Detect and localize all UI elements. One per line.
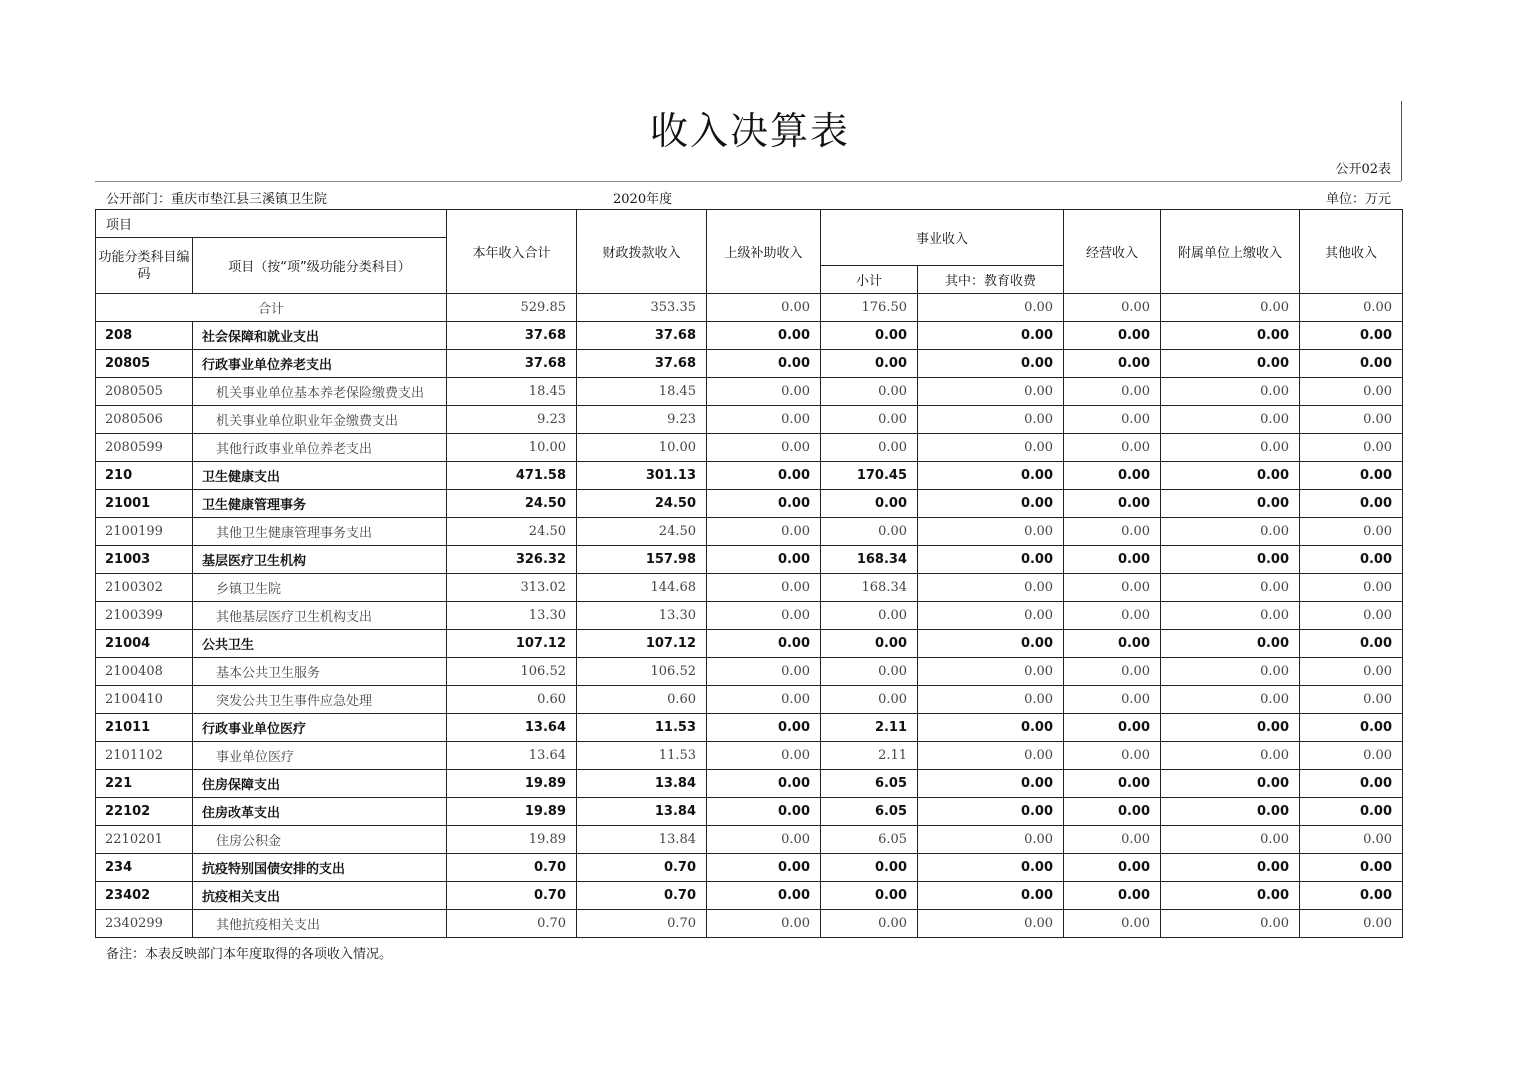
row-value: 0.00 <box>1161 434 1300 462</box>
row-value: 0.00 <box>1064 462 1161 490</box>
row-value: 157.98 <box>577 546 707 574</box>
row-value: 313.02 <box>447 574 577 602</box>
row-code: 2210201 <box>96 826 193 854</box>
header-affiliated: 附属单位上缴收入 <box>1161 210 1300 294</box>
row-value: 9.23 <box>447 406 577 434</box>
income-table <box>95 209 1403 938</box>
row-code: 210 <box>96 462 193 490</box>
row-value: 0.00 <box>1161 518 1300 546</box>
row-value: 0.00 <box>918 574 1064 602</box>
table-row <box>96 518 1403 546</box>
row-value: 0.00 <box>821 630 918 658</box>
row-value: 0.00 <box>1300 490 1403 518</box>
row-value: 2.11 <box>821 714 918 742</box>
row-value: 13.64 <box>447 714 577 742</box>
form-number: 公开02表 <box>1335 162 1391 177</box>
row-value: 106.52 <box>447 658 577 686</box>
row-value: 0.00 <box>918 490 1064 518</box>
row-value: 0.00 <box>1161 462 1300 490</box>
row-value: 107.12 <box>577 630 707 658</box>
row-value: 0.00 <box>1064 742 1161 770</box>
row-value: 301.13 <box>577 462 707 490</box>
row-code: 2100302 <box>96 574 193 602</box>
row-value: 13.64 <box>447 742 577 770</box>
table-row <box>96 322 1403 350</box>
row-name: 抗疫特别国债安排的支出 <box>193 854 447 882</box>
row-value: 0.00 <box>918 434 1064 462</box>
total-cell: 0.00 <box>1161 294 1300 322</box>
row-value: 0.00 <box>1064 350 1161 378</box>
header-project: 项目 <box>96 210 447 238</box>
row-value: 0.00 <box>1064 518 1161 546</box>
row-name: 机关事业单位职业年金缴费支出 <box>193 406 447 434</box>
row-value: 13.84 <box>577 798 707 826</box>
row-value: 0.00 <box>1064 490 1161 518</box>
header-career-edu: 其中：教育收费 <box>918 266 1064 294</box>
row-value: 0.00 <box>918 826 1064 854</box>
row-value: 0.00 <box>707 322 821 350</box>
footnote: 备注：本表反映部门本年度取得的各项收入情况。 <box>106 947 393 962</box>
row-value: 24.50 <box>447 490 577 518</box>
row-value: 37.68 <box>447 350 577 378</box>
row-value: 0.00 <box>1161 378 1300 406</box>
table-row <box>96 686 1403 714</box>
row-value: 0.00 <box>1300 350 1403 378</box>
header-career: 事业收入 <box>821 210 1064 266</box>
row-value: 0.00 <box>1161 658 1300 686</box>
row-value: 0.00 <box>821 910 918 938</box>
row-value: 13.84 <box>577 770 707 798</box>
row-value: 106.52 <box>577 658 707 686</box>
row-value: 0.00 <box>918 910 1064 938</box>
row-value: 0.00 <box>707 630 821 658</box>
table-row <box>96 490 1403 518</box>
row-name: 公共卫生 <box>193 630 447 658</box>
row-value: 0.00 <box>1300 322 1403 350</box>
row-value: 6.05 <box>821 826 918 854</box>
row-value: 0.00 <box>707 546 821 574</box>
row-name: 行政事业单位养老支出 <box>193 350 447 378</box>
row-value: 471.58 <box>447 462 577 490</box>
row-value: 0.00 <box>918 462 1064 490</box>
table-row <box>96 462 1403 490</box>
row-value: 0.00 <box>1161 770 1300 798</box>
row-value: 0.70 <box>577 882 707 910</box>
row-value: 0.00 <box>707 602 821 630</box>
row-value: 0.00 <box>1161 490 1300 518</box>
row-value: 0.00 <box>821 882 918 910</box>
row-value: 107.12 <box>447 630 577 658</box>
row-name: 机关事业单位基本养老保险缴费支出 <box>193 378 447 406</box>
row-value: 0.00 <box>918 630 1064 658</box>
row-code: 21001 <box>96 490 193 518</box>
row-value: 0.00 <box>1064 378 1161 406</box>
row-value: 0.00 <box>1300 462 1403 490</box>
total-cell: 353.35 <box>577 294 707 322</box>
row-value: 0.00 <box>707 854 821 882</box>
table-row <box>96 434 1403 462</box>
row-value: 0.00 <box>1064 686 1161 714</box>
row-value: 0.00 <box>1064 854 1161 882</box>
header-code: 功能分类科目编码 <box>96 238 193 294</box>
row-value: 0.00 <box>707 378 821 406</box>
row-value: 0.00 <box>1064 630 1161 658</box>
row-value: 0.00 <box>1161 882 1300 910</box>
header-fiscal: 财政拨款收入 <box>577 210 707 294</box>
row-value: 24.50 <box>577 518 707 546</box>
row-value: 168.34 <box>821 574 918 602</box>
row-value: 0.00 <box>821 686 918 714</box>
row-value: 37.68 <box>577 322 707 350</box>
row-value: 0.00 <box>1161 798 1300 826</box>
row-value: 0.00 <box>707 658 821 686</box>
row-value: 0.00 <box>1300 798 1403 826</box>
row-value: 0.00 <box>1161 910 1300 938</box>
row-value: 0.00 <box>918 518 1064 546</box>
row-value: 0.00 <box>1161 854 1300 882</box>
row-value: 0.70 <box>447 910 577 938</box>
row-value: 0.00 <box>1300 770 1403 798</box>
row-name: 社会保障和就业支出 <box>193 322 447 350</box>
total-row <box>96 294 1403 322</box>
row-value: 0.00 <box>707 770 821 798</box>
row-value: 0.00 <box>707 714 821 742</box>
year-label: 2020年度 <box>613 192 673 207</box>
row-code: 2100399 <box>96 602 193 630</box>
table-row <box>96 546 1403 574</box>
row-value: 0.00 <box>1300 826 1403 854</box>
row-name: 抗疫相关支出 <box>193 882 447 910</box>
row-value: 24.50 <box>577 490 707 518</box>
row-code: 2340299 <box>96 910 193 938</box>
table-row <box>96 854 1403 882</box>
table-row <box>96 826 1403 854</box>
row-value: 0.00 <box>1161 602 1300 630</box>
row-code: 234 <box>96 854 193 882</box>
row-name: 住房保障支出 <box>193 770 447 798</box>
total-cell: 0.00 <box>707 294 821 322</box>
row-value: 0.00 <box>707 350 821 378</box>
row-value: 0.00 <box>1161 546 1300 574</box>
row-value: 37.68 <box>447 322 577 350</box>
row-value: 9.23 <box>577 406 707 434</box>
table-row <box>96 798 1403 826</box>
table-row <box>96 882 1403 910</box>
row-value: 0.00 <box>918 798 1064 826</box>
row-value: 18.45 <box>447 378 577 406</box>
row-value: 0.00 <box>1064 434 1161 462</box>
row-value: 0.00 <box>707 686 821 714</box>
row-value: 0.00 <box>1064 406 1161 434</box>
table-row <box>96 574 1403 602</box>
row-code: 221 <box>96 770 193 798</box>
row-value: 0.00 <box>918 378 1064 406</box>
row-value: 0.00 <box>1300 742 1403 770</box>
row-value: 6.05 <box>821 770 918 798</box>
row-value: 0.00 <box>1064 770 1161 798</box>
row-code: 20805 <box>96 350 193 378</box>
row-value: 0.00 <box>707 910 821 938</box>
row-value: 0.00 <box>1064 882 1161 910</box>
row-value: 0.00 <box>821 406 918 434</box>
row-value: 0.00 <box>918 658 1064 686</box>
page-title: 收入决算表 <box>649 109 850 153</box>
row-value: 19.89 <box>447 770 577 798</box>
row-value: 0.00 <box>707 518 821 546</box>
row-value: 0.00 <box>918 854 1064 882</box>
row-value: 0.00 <box>1300 546 1403 574</box>
row-value: 0.00 <box>1161 742 1300 770</box>
total-cell: 0.00 <box>1064 294 1161 322</box>
row-code: 23402 <box>96 882 193 910</box>
row-value: 0.00 <box>918 714 1064 742</box>
row-value: 0.00 <box>1300 910 1403 938</box>
table-row <box>96 910 1403 938</box>
table-row <box>96 742 1403 770</box>
row-value: 0.00 <box>1064 798 1161 826</box>
row-value: 19.89 <box>447 798 577 826</box>
row-value: 0.70 <box>447 854 577 882</box>
row-value: 0.00 <box>707 798 821 826</box>
row-value: 0.00 <box>707 490 821 518</box>
row-value: 2.11 <box>821 742 918 770</box>
row-value: 0.00 <box>1064 826 1161 854</box>
row-value: 0.00 <box>1300 406 1403 434</box>
row-name: 其他抗疫相关支出 <box>193 910 447 938</box>
row-value: 0.00 <box>1300 434 1403 462</box>
row-value: 0.00 <box>707 826 821 854</box>
row-value: 0.00 <box>1161 574 1300 602</box>
row-value: 13.84 <box>577 826 707 854</box>
row-name: 住房公积金 <box>193 826 447 854</box>
row-value: 24.50 <box>447 518 577 546</box>
row-code: 208 <box>96 322 193 350</box>
row-value: 326.32 <box>447 546 577 574</box>
row-value: 0.00 <box>918 546 1064 574</box>
row-value: 11.53 <box>577 742 707 770</box>
row-value: 0.00 <box>1161 406 1300 434</box>
header-item: 项目（按“项”级功能分类科目） <box>193 238 447 294</box>
row-value: 10.00 <box>577 434 707 462</box>
row-value: 0.00 <box>1300 714 1403 742</box>
row-value: 0.00 <box>1300 574 1403 602</box>
row-value: 0.00 <box>707 406 821 434</box>
row-value: 0.00 <box>821 602 918 630</box>
row-value: 0.00 <box>821 854 918 882</box>
row-value: 0.00 <box>821 434 918 462</box>
row-code: 2080599 <box>96 434 193 462</box>
row-name: 卫生健康支出 <box>193 462 447 490</box>
row-value: 0.60 <box>577 686 707 714</box>
row-value: 0.00 <box>918 686 1064 714</box>
total-cell: 0.00 <box>1300 294 1403 322</box>
row-value: 144.68 <box>577 574 707 602</box>
row-name: 突发公共卫生事件应急处理 <box>193 686 447 714</box>
row-value: 0.00 <box>821 658 918 686</box>
row-value: 0.00 <box>1161 350 1300 378</box>
department-label: 公开部门：重庆市垫江县三溪镇卫生院 <box>106 192 328 207</box>
row-value: 0.00 <box>1064 602 1161 630</box>
table-row <box>96 658 1403 686</box>
row-code: 22102 <box>96 798 193 826</box>
row-name: 住房改革支出 <box>193 798 447 826</box>
row-value: 0.00 <box>1064 910 1161 938</box>
row-value: 19.89 <box>447 826 577 854</box>
header-other: 其他收入 <box>1300 210 1403 294</box>
row-code: 21003 <box>96 546 193 574</box>
row-value: 0.00 <box>821 490 918 518</box>
row-value: 0.00 <box>1300 686 1403 714</box>
row-code: 2100199 <box>96 518 193 546</box>
row-code: 2080506 <box>96 406 193 434</box>
row-value: 37.68 <box>577 350 707 378</box>
row-value: 0.00 <box>918 770 1064 798</box>
row-value: 0.00 <box>821 322 918 350</box>
row-value: 0.00 <box>1300 882 1403 910</box>
row-code: 2100410 <box>96 686 193 714</box>
row-value: 0.70 <box>577 854 707 882</box>
row-value: 0.00 <box>1300 602 1403 630</box>
row-code: 2100408 <box>96 658 193 686</box>
header-total: 本年收入合计 <box>447 210 577 294</box>
row-value: 0.00 <box>821 378 918 406</box>
row-value: 0.00 <box>1161 630 1300 658</box>
row-value: 0.00 <box>1064 546 1161 574</box>
row-value: 0.00 <box>918 406 1064 434</box>
row-name: 行政事业单位医疗 <box>193 714 447 742</box>
total-label: 合计 <box>96 294 447 322</box>
total-cell: 176.50 <box>821 294 918 322</box>
row-value: 0.00 <box>1161 322 1300 350</box>
row-name: 卫生健康管理事务 <box>193 490 447 518</box>
row-value: 0.70 <box>447 882 577 910</box>
row-name: 乡镇卫生院 <box>193 574 447 602</box>
table-row <box>96 630 1403 658</box>
row-name: 其他基层医疗卫生机构支出 <box>193 602 447 630</box>
row-value: 18.45 <box>577 378 707 406</box>
meta-bar <box>95 181 1401 210</box>
row-code: 21004 <box>96 630 193 658</box>
row-value: 0.00 <box>1161 686 1300 714</box>
row-value: 170.45 <box>821 462 918 490</box>
row-value: 0.00 <box>1064 322 1161 350</box>
row-value: 0.00 <box>1161 714 1300 742</box>
table-row <box>96 770 1403 798</box>
table-row <box>96 378 1403 406</box>
row-code: 2101102 <box>96 742 193 770</box>
row-value: 0.60 <box>447 686 577 714</box>
table-row <box>96 406 1403 434</box>
row-value: 0.00 <box>1064 714 1161 742</box>
header-superior: 上级补助收入 <box>707 210 821 294</box>
row-value: 0.00 <box>918 350 1064 378</box>
row-value: 0.00 <box>918 602 1064 630</box>
total-cell: 0.00 <box>918 294 1064 322</box>
table-row <box>96 602 1403 630</box>
row-code: 2080505 <box>96 378 193 406</box>
unit-label: 单位：万元 <box>1325 192 1391 207</box>
row-value: 0.00 <box>1064 658 1161 686</box>
row-name: 基层医疗卫生机构 <box>193 546 447 574</box>
row-value: 0.00 <box>707 742 821 770</box>
row-value: 0.70 <box>577 910 707 938</box>
table-row <box>96 350 1403 378</box>
row-value: 0.00 <box>821 350 918 378</box>
row-code: 21011 <box>96 714 193 742</box>
header-operating: 经营收入 <box>1064 210 1161 294</box>
table-row <box>96 714 1403 742</box>
row-value: 0.00 <box>1161 826 1300 854</box>
row-value: 0.00 <box>1064 574 1161 602</box>
row-name: 其他卫生健康管理事务支出 <box>193 518 447 546</box>
row-value: 0.00 <box>707 574 821 602</box>
row-value: 0.00 <box>918 882 1064 910</box>
row-value: 0.00 <box>1300 854 1403 882</box>
row-name: 事业单位医疗 <box>193 742 447 770</box>
row-name: 其他行政事业单位养老支出 <box>193 434 447 462</box>
total-cell: 529.85 <box>447 294 577 322</box>
row-value: 0.00 <box>707 462 821 490</box>
row-value: 168.34 <box>821 546 918 574</box>
row-value: 0.00 <box>918 322 1064 350</box>
row-value: 0.00 <box>1300 518 1403 546</box>
header-career-subtotal: 小计 <box>821 266 918 294</box>
row-value: 0.00 <box>918 742 1064 770</box>
row-value: 6.05 <box>821 798 918 826</box>
row-value: 0.00 <box>1300 378 1403 406</box>
row-value: 0.00 <box>1300 658 1403 686</box>
row-value: 13.30 <box>447 602 577 630</box>
row-name: 基本公共卫生服务 <box>193 658 447 686</box>
row-value: 11.53 <box>577 714 707 742</box>
row-value: 0.00 <box>1300 630 1403 658</box>
row-value: 13.30 <box>577 602 707 630</box>
row-value: 0.00 <box>821 518 918 546</box>
row-value: 10.00 <box>447 434 577 462</box>
row-value: 0.00 <box>707 882 821 910</box>
row-value: 0.00 <box>707 434 821 462</box>
